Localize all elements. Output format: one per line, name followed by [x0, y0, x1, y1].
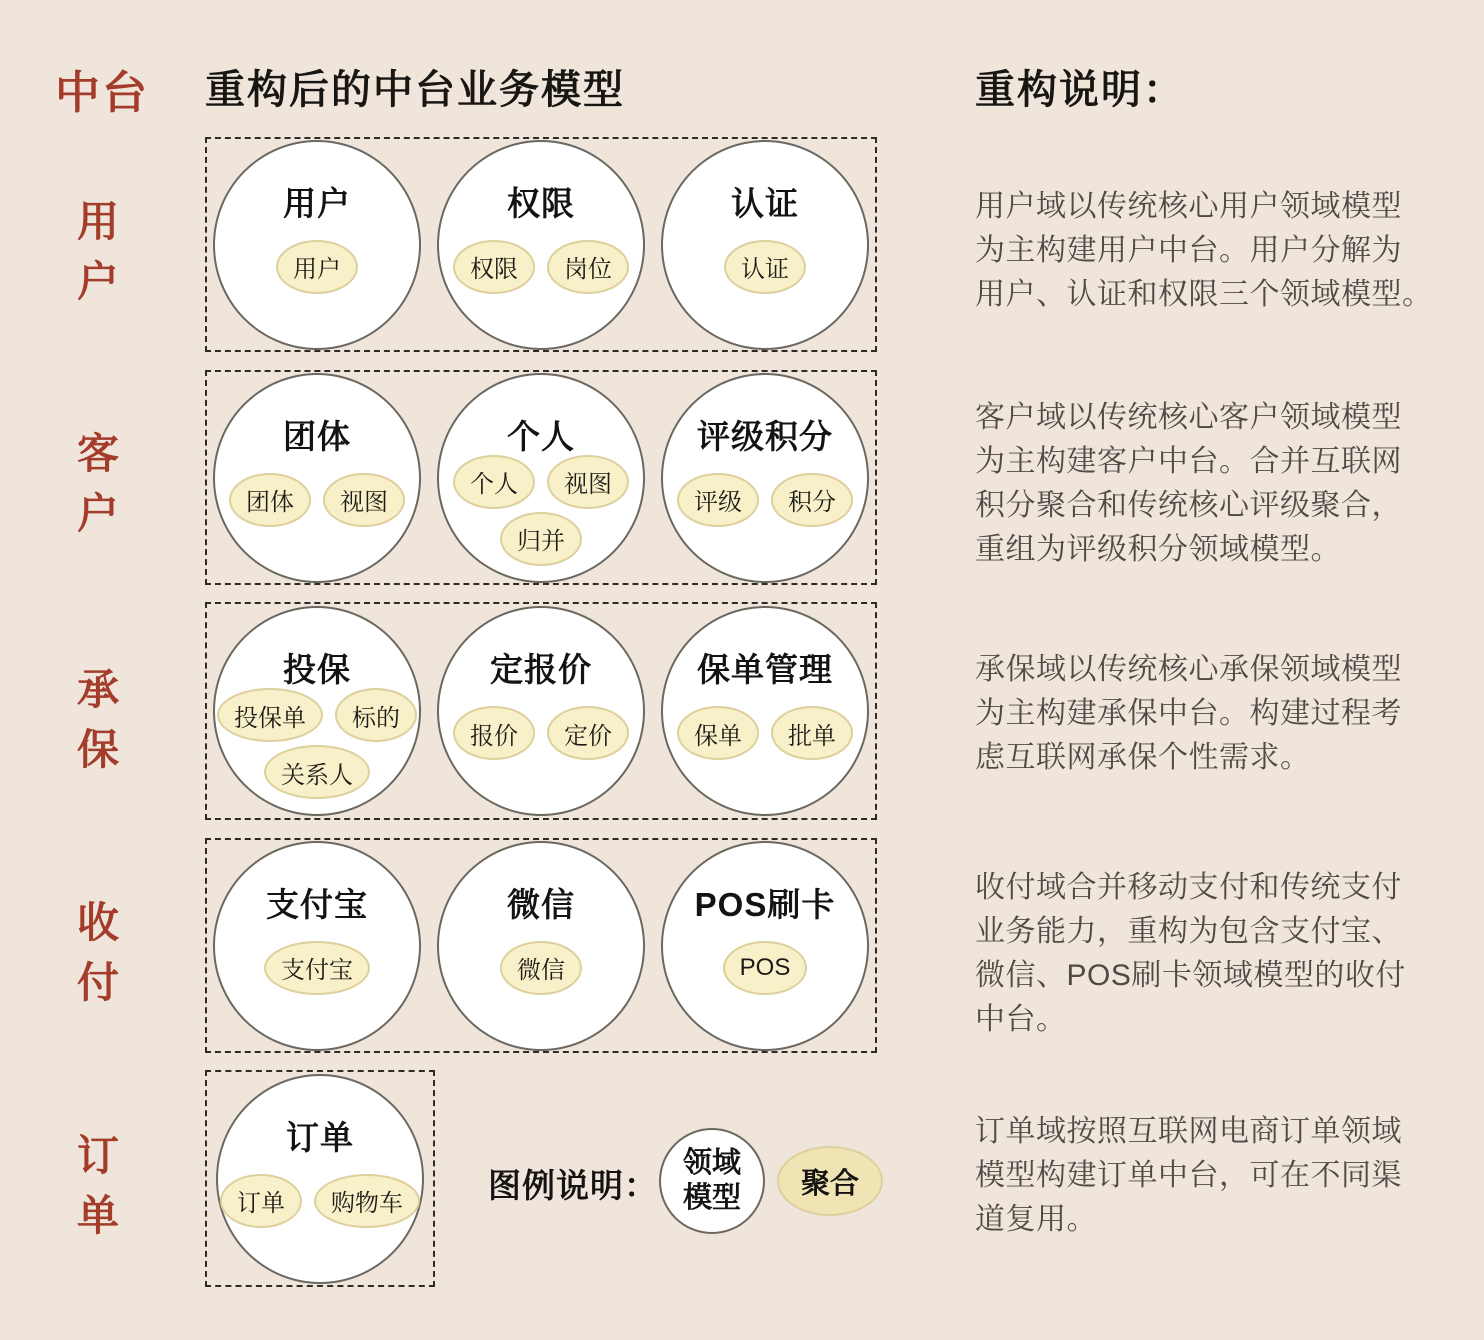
legend-aggregate-ellipse: 聚合 [777, 1146, 883, 1216]
aggregate-group [439, 240, 643, 294]
aggregate-group [663, 473, 867, 527]
aggregate-group [439, 706, 643, 760]
note-line: 收付域合并移动支付和传统支付 [975, 871, 1402, 904]
row-label-underwriting: 承保 [76, 666, 119, 773]
legend-domain-model-line: 模型 [682, 1182, 741, 1214]
aggregate-row [264, 941, 370, 995]
domain-circle-title: 订单 [286, 1118, 354, 1156]
aggregate-ellipse: 关系人 [264, 745, 370, 799]
aggregate-ellipse: 订单 [220, 1174, 302, 1228]
aggregate-row [677, 706, 853, 760]
aggregate-ellipse: 标的 [335, 688, 417, 742]
legend-domain-model-line: 领域 [682, 1147, 741, 1179]
note-customer [975, 396, 1435, 572]
aggregate-row [229, 473, 405, 527]
note-user [975, 185, 1435, 317]
aggregate-ellipse: 归并 [500, 512, 582, 566]
note-line: 积分聚合和传统核心评级聚合， [975, 489, 1402, 522]
row-label-payment: 收付 [76, 899, 119, 1006]
aggregate-group [439, 455, 643, 566]
domain-circle-individual [437, 373, 645, 583]
domain-circle-title: POS刷卡 [694, 885, 836, 923]
aggregate-ellipse: 支付宝 [264, 941, 370, 995]
aggregate-group [215, 941, 419, 995]
aggregate-ellipse: 批单 [771, 706, 853, 760]
domain-circle-title: 团体 [283, 417, 351, 455]
aggregate-ellipse: 保单 [677, 706, 759, 760]
aggregate-row [453, 240, 629, 294]
domain-circle-wechat [437, 841, 645, 1051]
domain-row-box-user [205, 137, 877, 352]
note-line: 承保域以传统核心承保领域模型 [975, 653, 1402, 686]
note-line: 订单域按照互联网电商订单领域 [975, 1115, 1402, 1148]
aggregate-group [215, 688, 419, 799]
aggregate-row [500, 512, 582, 566]
note-line: 为主构建客户中台。合并互联网 [975, 445, 1402, 478]
domain-circle-policy-mgmt [661, 606, 869, 816]
aggregate-ellipse: 定价 [547, 706, 629, 760]
note-line: 用户域以传统核心用户领域模型 [975, 190, 1402, 223]
domain-circle-permission [437, 140, 645, 350]
note-line: 客户域以传统核心客户领域模型 [975, 401, 1402, 434]
domain-circle-title: 定报价 [490, 651, 592, 688]
domain-circle-title: 个人 [507, 417, 575, 455]
aggregate-row [500, 941, 582, 995]
domain-circle-title: 微信 [507, 885, 575, 923]
aggregate-ellipse: 报价 [453, 706, 535, 760]
aggregate-ellipse: 视图 [323, 473, 405, 527]
aggregate-ellipse: 购物车 [314, 1174, 420, 1228]
note-line: 重组为评级积分领域模型。 [975, 533, 1341, 566]
aggregate-row [724, 240, 806, 294]
domain-circle-title: 投保 [283, 651, 351, 688]
domain-circle-order [216, 1074, 424, 1284]
aggregate-ellipse: 认证 [724, 240, 806, 294]
domain-circle-user [213, 140, 421, 350]
domain-circle-rating-points [661, 373, 869, 583]
diagram-title: 重构后的中台业务模型 [205, 68, 625, 112]
domain-circle-alipay [213, 841, 421, 1051]
aggregate-ellipse: 个人 [453, 455, 535, 509]
domain-circle-group [213, 373, 421, 583]
aggregate-group [215, 240, 419, 294]
notes-title: 重构说明： [975, 68, 1185, 112]
note-line: 模型构建订单中台，可在不同渠 [975, 1159, 1402, 1192]
domain-circle-auth [661, 140, 869, 350]
aggregate-group [663, 240, 867, 294]
aggregate-row [677, 473, 853, 527]
aggregate-row [264, 745, 370, 799]
legend-domain-model-circle [659, 1128, 765, 1234]
note-underwriting [975, 648, 1435, 780]
domain-circle-pos [661, 841, 869, 1051]
domain-circle-title: 评级积分 [697, 417, 833, 455]
domain-row-box-order [205, 1070, 435, 1287]
domain-circle-title: 权限 [507, 184, 575, 222]
aggregate-ellipse: 用户 [276, 240, 358, 294]
aggregate-ellipse: 投保单 [217, 688, 323, 742]
aggregate-row [723, 941, 808, 995]
row-label-user: 用户 [76, 198, 119, 305]
aggregate-group [663, 941, 867, 995]
aggregate-ellipse: 积分 [771, 473, 853, 527]
note-line: 业务能力，重构为包含支付宝、 [975, 915, 1402, 948]
aggregate-row [217, 688, 417, 742]
aggregate-group [663, 706, 867, 760]
domain-circle-title: 认证 [731, 184, 799, 222]
aggregate-row [276, 240, 358, 294]
aggregate-group [439, 941, 643, 995]
domain-circle-title: 支付宝 [266, 885, 368, 923]
aggregate-ellipse: 评级 [677, 473, 759, 527]
row-label-customer: 客户 [76, 430, 119, 537]
domain-row-box-customer [205, 370, 877, 585]
note-order [975, 1110, 1435, 1242]
note-line: 为主构建承保中台。构建过程考 [975, 697, 1402, 730]
note-line: 为主构建用户中台。用户分解为 [975, 234, 1402, 267]
aggregate-group [215, 473, 419, 527]
domain-circle-application [213, 606, 421, 816]
note-line: 中台。 [975, 1003, 1067, 1036]
aggregate-ellipse: 视图 [547, 455, 629, 509]
aggregate-ellipse: 岗位 [547, 240, 629, 294]
aggregate-ellipse: 微信 [500, 941, 582, 995]
row-label-order: 订单 [76, 1132, 119, 1239]
aggregate-row [453, 455, 629, 509]
note-line: 虑互联网承保个性需求。 [975, 741, 1311, 774]
aggregate-group [218, 1174, 422, 1228]
domain-circle-quotation [437, 606, 645, 816]
domain-circle-title: 用户 [283, 184, 351, 222]
legend-label: 图例说明： [488, 1167, 658, 1204]
note-payment [975, 866, 1435, 1042]
domain-row-box-payment [205, 838, 877, 1053]
aggregate-row [220, 1174, 420, 1228]
note-line: 道复用。 [975, 1203, 1097, 1236]
domain-circle-title: 保单管理 [697, 651, 833, 688]
aggregate-ellipse: 团体 [229, 473, 311, 527]
aggregate-ellipse: POS [723, 941, 808, 995]
domain-row-box-underwriting [205, 602, 877, 820]
aggregate-row [453, 706, 629, 760]
platform-label: 中台 [55, 67, 150, 118]
aggregate-ellipse: 权限 [453, 240, 535, 294]
note-line: 微信、POS刷卡领域模型的收付 [975, 959, 1406, 992]
note-line: 用户、认证和权限三个领域模型。 [975, 278, 1433, 311]
